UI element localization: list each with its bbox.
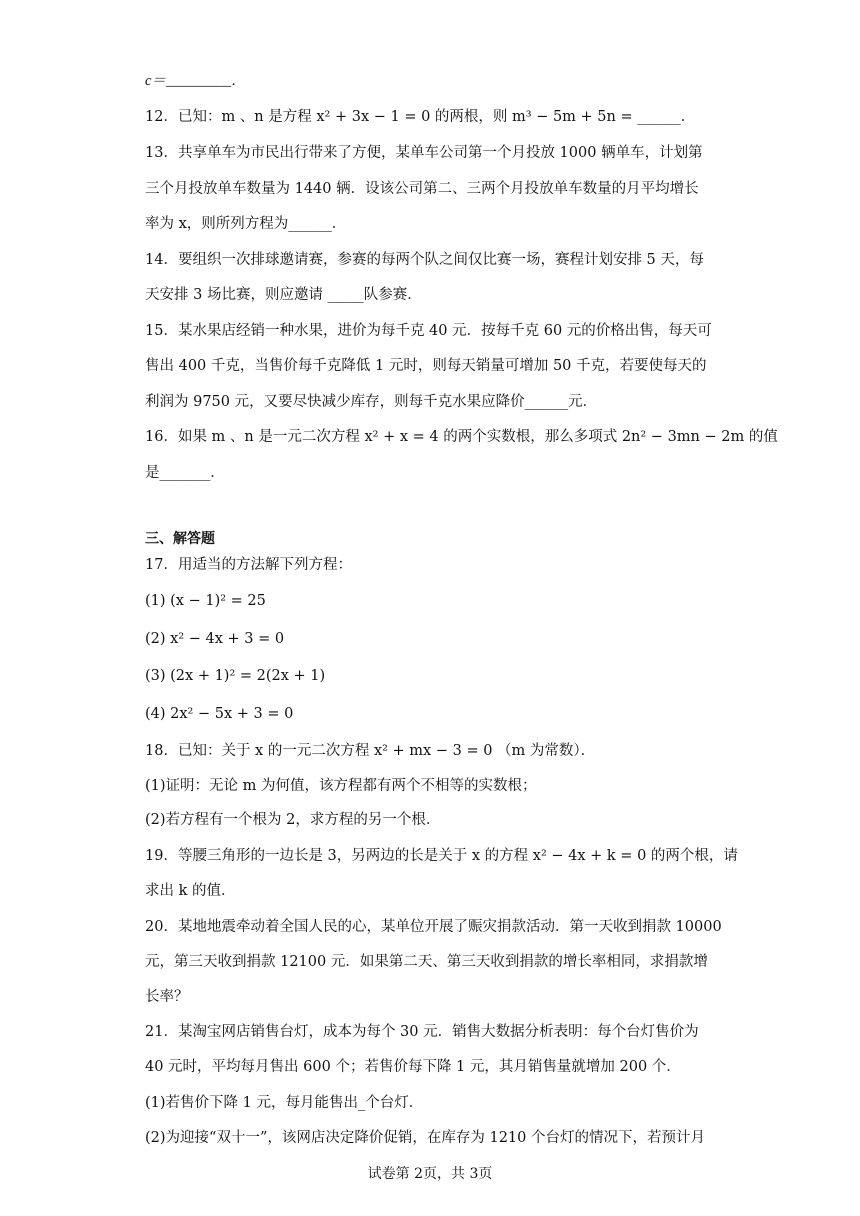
question-18-part1: (1)证明：无论 m 为何值，该方程都有两个不相等的实数根；	[145, 778, 537, 794]
q11-answer-line: c＝_________．	[145, 73, 246, 89]
question-21-part1: (1)若售价下降 1 元，每月能售出_个台灯．	[145, 1095, 424, 1111]
question-13-line2: 三个月投放单车数量为 1440 辆．设该公司第二、三两个月投放单车数量的月平均增长	[145, 181, 699, 197]
question-14-line2: 天安排 3 场比赛，则应邀请 _____队参赛．	[145, 287, 422, 303]
question-17-part2: (2) x² − 4x + 3 = 0	[145, 631, 285, 647]
question-19-line2: 求出 k 的值．	[145, 883, 236, 899]
question-20-line1: 20．某地地震牵动着全国人民的心，某单位开展了赈灾捐款活动．第一天收到捐款 10000	[145, 919, 722, 935]
question-16-line2: 是_______．	[145, 465, 225, 481]
question-21-line1: 21．某淘宝网店销售台灯，成本为每个 30 元．销售大数据分析表明：每个台灯售价为	[145, 1024, 699, 1040]
question-17: 17．用适当的方法解下列方程：	[145, 557, 352, 573]
question-12: 12．已知：m 、n 是方程 x² + 3x − 1 = 0 的两根，则 m³ − 5m + 5n = ______．	[145, 109, 696, 125]
question-15-line3: 利润为 9750 元，又要尽快减少库存，则每千克水果应降价______元．	[145, 394, 598, 410]
question-15-line2: 售出 400 千克，当售价每千克降低 1 元时，则每天销量可增加 50 千克，若要使每天的	[145, 358, 707, 374]
question-21-part2: (2)为迎接“双十一”，该网店决定降价促销，在库存为 1210 个台灯的情况下，若预计月	[145, 1130, 705, 1146]
question-21-line2: 40 元时，平均每月售出 600 个；若售价每下降 1 元，其月销售量就增加 200 个．	[145, 1059, 681, 1075]
section-heading-answers: 三、解答题	[145, 531, 215, 547]
question-19-line1: 19．等腰三角形的一边长是 3，另两边的长是关于 x 的方程 x² − 4x + k = 0 的两个根，请	[145, 848, 738, 864]
question-18: 18．已知：关于 x 的一元二次方程 x² + mx − 3 = 0 （m 为常数）．	[145, 743, 596, 759]
question-17-part1: (1) (x − 1)² = 25	[145, 593, 266, 609]
question-20-line2: 元，第三天收到捐款 12100 元．如果第二天、第三天收到捐款的增长率相同，求捐款增	[145, 954, 708, 970]
question-14-line1: 14．要组织一次排球邀请赛，参赛的每两个队之间仅比赛一场，赛程计划安排 5 天，每	[145, 252, 704, 268]
question-20-line3: 长率？	[145, 989, 189, 1005]
question-13-line1: 13．共享单车为市民出行带来了方便，某单车公司第一个月投放 1000 辆单车，计划第	[145, 145, 703, 161]
question-17-part4: (4) 2x² − 5x + 3 = 0	[145, 706, 294, 722]
question-15-line1: 15．某水果店经销一种水果，进价为每千克 40 元．按每千克 60 元的价格出售，每天可	[145, 323, 712, 339]
page-footer: 试卷第 2页，共 3页	[367, 1166, 493, 1182]
question-17-part3: (3) (2x + 1)² = 2(2x + 1)	[145, 668, 326, 684]
question-16-line1: 16．如果 m 、n 是一元二次方程 x² + x = 4 的两个实数根，那么多项式 2n² − 3mn − 2m 的值	[145, 429, 778, 445]
question-18-part2: (2)若方程有一个根为 2，求方程的另一个根．	[145, 812, 441, 828]
question-13-line3: 率为 x，则所列方程为______．	[145, 216, 347, 232]
